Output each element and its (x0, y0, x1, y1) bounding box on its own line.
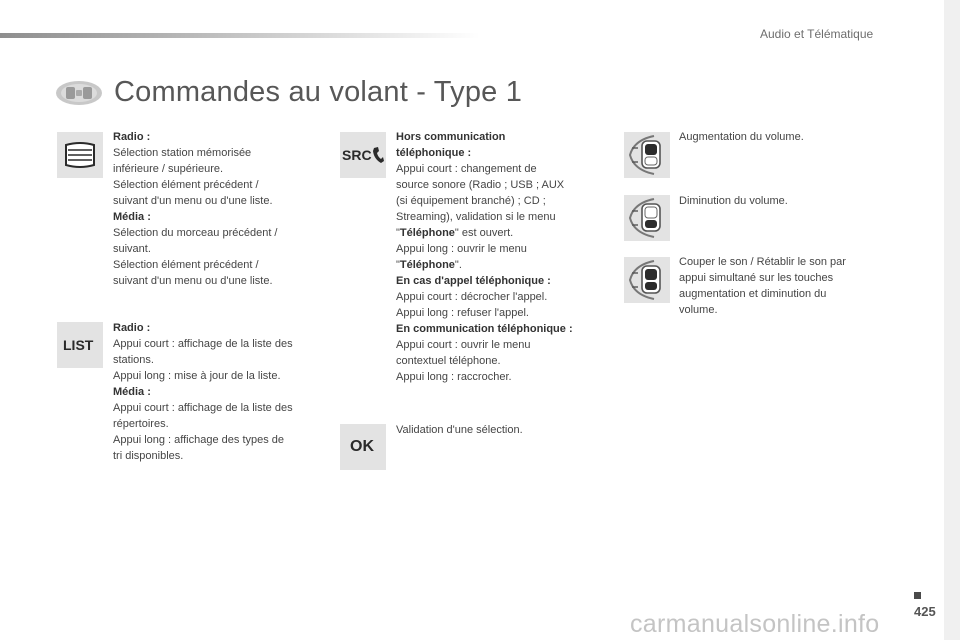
media-heading: Média : (113, 211, 151, 223)
footer-marker (914, 592, 921, 599)
text-line: suivant. (113, 243, 151, 255)
in-call-heading: En communication téléphonique : (396, 323, 573, 335)
list-key-icon (57, 322, 103, 368)
src-tel-key-icon (340, 132, 386, 178)
radio-heading: Radio : (113, 131, 151, 143)
page-title: Commandes au volant - Type 1 (114, 76, 523, 108)
text-fragment: ". (454, 259, 462, 271)
text-line: tri disponibles. (113, 450, 184, 462)
steering-controls-icon (55, 80, 103, 111)
text-line: Appui court : décrocher l'appel. (396, 291, 548, 303)
media-heading: Média : (113, 386, 151, 398)
volume-up-description (679, 129, 804, 145)
list-key-description (113, 320, 293, 464)
page-number: 425 (914, 604, 936, 619)
text-line: appui simultané sur les touches (679, 272, 834, 284)
radio-heading: Radio : (113, 322, 151, 334)
text-line: Sélection élément précédent / (113, 259, 259, 271)
telephone-term: Téléphone (399, 259, 455, 271)
text-line: Appui long : mise à jour de la liste. (113, 370, 281, 382)
text-line (396, 225, 573, 241)
text-line: Sélection du morceau précédent / (113, 227, 278, 239)
text-line: Diminution du volume. (679, 195, 788, 207)
incoming-call-heading: En cas d'appel téléphonique : (396, 275, 551, 287)
text-line: Sélection élément précédent / (113, 179, 259, 191)
list-key-label: LIST (63, 337, 94, 353)
text-line: suivant d'un menu ou d'une liste. (113, 275, 273, 287)
text-line: Validation d'une sélection. (396, 424, 523, 436)
phone-handset-icon (371, 145, 385, 165)
text-line: Appui court : affichage de la liste des (113, 402, 293, 414)
mute-control-icon (624, 257, 670, 303)
text-line: répertoires. (113, 418, 169, 430)
ok-key-label: OK (350, 438, 374, 455)
text-line: source sonore (Radio ; USB ; AUX (396, 179, 565, 191)
text-line: Couper le son / Rétablir le son par (679, 256, 846, 268)
text-line: contextuel téléphone. (396, 355, 501, 367)
text-line: inférieure / supérieure. (113, 163, 224, 175)
text-line: Sélection station mémorisée (113, 147, 252, 159)
telephone-term: Téléphone (399, 227, 455, 239)
text-line (396, 257, 573, 273)
scroll-wheel-description (113, 129, 278, 289)
text-line: Appui long : raccrocher. (396, 371, 512, 383)
mute-description (679, 254, 846, 318)
volume-down-control-icon (624, 195, 670, 241)
text-fragment: " est ouvert. (454, 227, 514, 239)
text-line: stations. (113, 354, 154, 366)
src-tel-description (396, 129, 573, 385)
text-line: suivant d'un menu ou d'une liste. (113, 195, 273, 207)
no-call-heading: Hors communication (396, 131, 506, 143)
text-line: Appui court : affichage de la liste des (113, 338, 293, 350)
text-line: Appui court : changement de (396, 163, 537, 175)
volume-down-description (679, 193, 788, 209)
page-edge-strip (944, 0, 960, 640)
ok-key-icon (340, 424, 386, 470)
text-line: Streaming), validation si le menu (396, 211, 556, 223)
text-line: Augmentation du volume. (679, 131, 804, 143)
scroll-wheel-icon (57, 132, 103, 178)
watermark: carmanualsonline.info (630, 610, 880, 638)
text-line: Appui court : ouvrir le menu (396, 339, 531, 351)
src-key-label: SRC (342, 147, 372, 163)
text-line: augmentation et diminution du (679, 288, 827, 300)
text-line: Appui long : refuser l'appel. (396, 307, 529, 319)
no-call-heading-cont: téléphonique : (396, 147, 472, 159)
quote: " (396, 259, 400, 271)
text-line: volume. (679, 304, 718, 316)
text-line: Appui long : ouvrir le menu (396, 243, 527, 255)
ok-key-description (396, 422, 523, 438)
text-line: (si équipement branché) ; CD ; (396, 195, 546, 207)
text-line: Appui long : affichage des types de (113, 434, 285, 446)
volume-up-control-icon (624, 132, 670, 178)
section-header: Audio et Télématique (760, 27, 874, 41)
header-gradient-bar (0, 33, 480, 38)
quote: " (396, 227, 400, 239)
